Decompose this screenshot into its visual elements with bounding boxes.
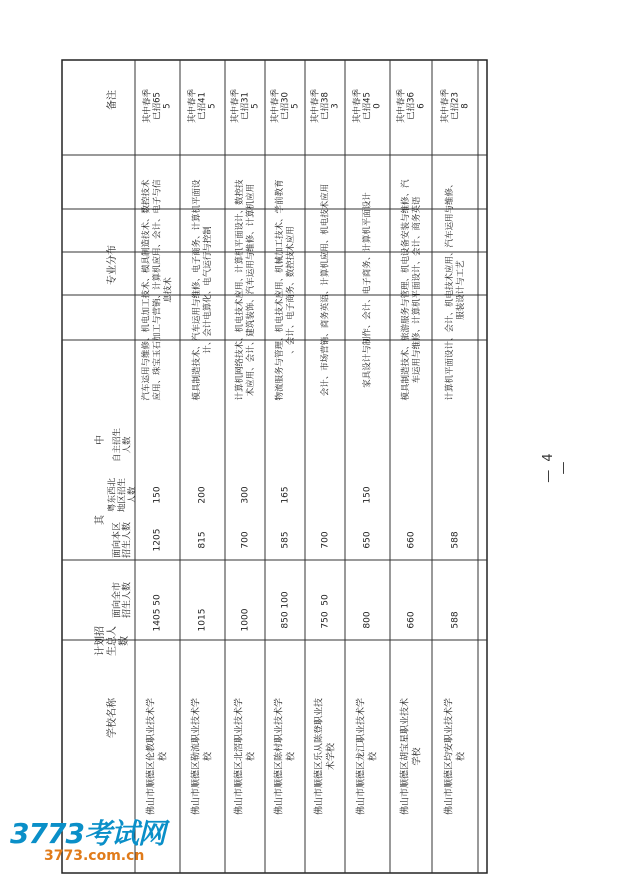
row-remark: 5 [162, 103, 173, 109]
row-remark: 其中春季 [310, 88, 321, 124]
header-region: 人数 [127, 486, 138, 504]
row-majors: 会计、市场营销、商务英语、计算机应用、机电技术应用 [320, 183, 331, 397]
row-remark: 已招36 [406, 92, 417, 120]
row-remark: 已招23 [450, 92, 461, 120]
row-remark: 其中春季 [270, 88, 281, 124]
row-remark: 其中春季 [352, 88, 363, 124]
row-school-name: 佛山市顺德区伦教职业技术学 [146, 697, 157, 816]
header-remark: 备注 [107, 90, 118, 110]
row-school-name: 学校 [412, 747, 423, 766]
header-group-b: 中 [95, 435, 106, 445]
row-total: 1015 [197, 608, 208, 632]
header-self: 自主招生 [112, 427, 123, 463]
row-district: 588 [450, 531, 461, 549]
row-district: 650 [362, 531, 373, 549]
header-district: 面向本区 [112, 521, 123, 559]
row-majors: 物流服务与管理、机电技术应用、机械加工技术、学前教育 [275, 179, 285, 401]
row-majors: 模具制造技术、旅游服务与管理、机电设备安装与维修、汽 [401, 179, 411, 401]
header-region: 粤东西北 [107, 477, 118, 513]
row-remark: 0 [372, 103, 383, 109]
header-region: 地区招生 [117, 477, 128, 513]
row-total: 850 [280, 611, 291, 629]
header-total: 计划招 [95, 626, 106, 656]
row-majors: 息技术 [163, 277, 174, 303]
row-remark: 已招31 [240, 92, 251, 120]
row-school-name: 佛山市顺德区陈村职业技术学 [274, 697, 285, 816]
row-total: 1405 [152, 608, 163, 632]
row-majors: 家具设计与制作、会计、电子商务、计算机平面设计 [362, 192, 373, 388]
row-majors: 模具制造技术、汽车运用与维修、电子商务、计算机平面设 [192, 179, 202, 401]
row-school-name: 佛山市顺德区勒流职业技术学 [191, 697, 202, 816]
header-school-name: 学校名称 [107, 698, 118, 738]
row-city: 100 [280, 591, 291, 609]
row-city: 50 [152, 594, 163, 606]
header-majors: 专业分布 [107, 245, 118, 285]
row-total: 800 [362, 611, 373, 629]
row-school-name: 术学校 [326, 742, 337, 771]
row-remark: 已招38 [320, 92, 331, 120]
row-school-name: 佛山市顺德区胡宝星职业技术 [400, 697, 411, 816]
header-district: 招生人数 [122, 521, 133, 559]
header-city: 招生人数 [122, 581, 133, 619]
row-majors: 应用、珠宝玉石加工与营销、计算机应用、会计、电子与信 [152, 179, 163, 401]
row-district: 660 [406, 531, 417, 549]
row-school-name: 佛山市顺德区龙江职业技术学 [356, 697, 367, 816]
row-school-name: 佛山市顺德区北滘职业技术学 [234, 697, 245, 816]
row-remark: 5 [250, 103, 261, 109]
header-total: 生总人 [107, 626, 118, 656]
row-region: 150 [152, 486, 163, 504]
row-school-name: 校 [456, 751, 467, 762]
row-region: 150 [362, 486, 373, 504]
row-remark: 其中春季 [187, 88, 198, 124]
row-remark: 其中春季 [440, 88, 451, 124]
header-group-a: 其 [95, 515, 106, 525]
row-remark: 其中春季 [396, 88, 407, 124]
header-total: 数 [119, 636, 130, 646]
row-school-name: 校 [203, 751, 214, 762]
row-remark: 8 [460, 103, 471, 109]
row-total: 588 [450, 611, 461, 629]
header-self: 人数 [122, 436, 133, 454]
row-remark: 5 [290, 103, 301, 109]
row-region: 165 [280, 486, 291, 504]
row-remark: 已招41 [197, 92, 208, 120]
row-remark: 其中春季 [230, 88, 241, 124]
row-school-name: 校 [158, 751, 169, 762]
row-majors: 车运用与维修、计算机平面设计、会计、商务英语 [412, 196, 422, 384]
row-majors: 汽车运用与维修、机电加工技术、模具制造技术、数控技术 [141, 179, 152, 401]
row-total: 750 [320, 611, 331, 629]
row-majors: 、会计、电子商务、数控技术应用 [286, 226, 296, 354]
row-city: 50 [320, 594, 331, 606]
row-total: 660 [406, 611, 417, 629]
row-district: 700 [320, 531, 331, 549]
page-number: — 4 — [541, 451, 571, 483]
row-region: 300 [240, 486, 251, 504]
row-school-name: 校 [286, 751, 297, 762]
row-district: 700 [240, 531, 251, 549]
row-remark: 5 [207, 103, 218, 109]
row-school-name: 校 [246, 751, 257, 762]
row-remark: 已招30 [280, 92, 291, 120]
row-school-name: 校 [368, 751, 379, 762]
watermark-brand: 3773考试网 [10, 817, 165, 850]
row-remark: 3 [330, 103, 341, 109]
row-district: 815 [197, 531, 208, 549]
watermark-url: 3773.com.cn [44, 848, 145, 864]
row-remark: 已招45 [362, 92, 373, 120]
row-total: 1000 [240, 608, 251, 632]
row-district: 1205 [152, 528, 163, 552]
row-remark: 已招65 [152, 92, 163, 120]
row-majors: 计算机平面设计、会计、机电技术应用、汽车运用与维修、 [445, 179, 455, 401]
row-school-name: 佛山市顺德区均安职业技术学 [444, 697, 455, 816]
header-city: 面向全市 [112, 581, 123, 619]
row-district: 585 [280, 531, 291, 549]
row-school-name: 佛山市顺德区乐从陈登职业技 [314, 697, 325, 816]
row-majors: 服装设计与工艺 [456, 260, 466, 320]
row-region: 200 [197, 486, 208, 504]
row-majors: 计、会计电算化、电气运行与控制 [203, 226, 213, 354]
row-majors: 计算机网络技术、机电技术应用、计算机平面设计、数控技 [235, 179, 245, 401]
row-remark: 其中春季 [142, 88, 153, 124]
row-majors: 术应用、会计、建筑装饰、汽车运用与维修、计算机应用 [246, 183, 256, 397]
row-remark: 6 [416, 103, 427, 109]
